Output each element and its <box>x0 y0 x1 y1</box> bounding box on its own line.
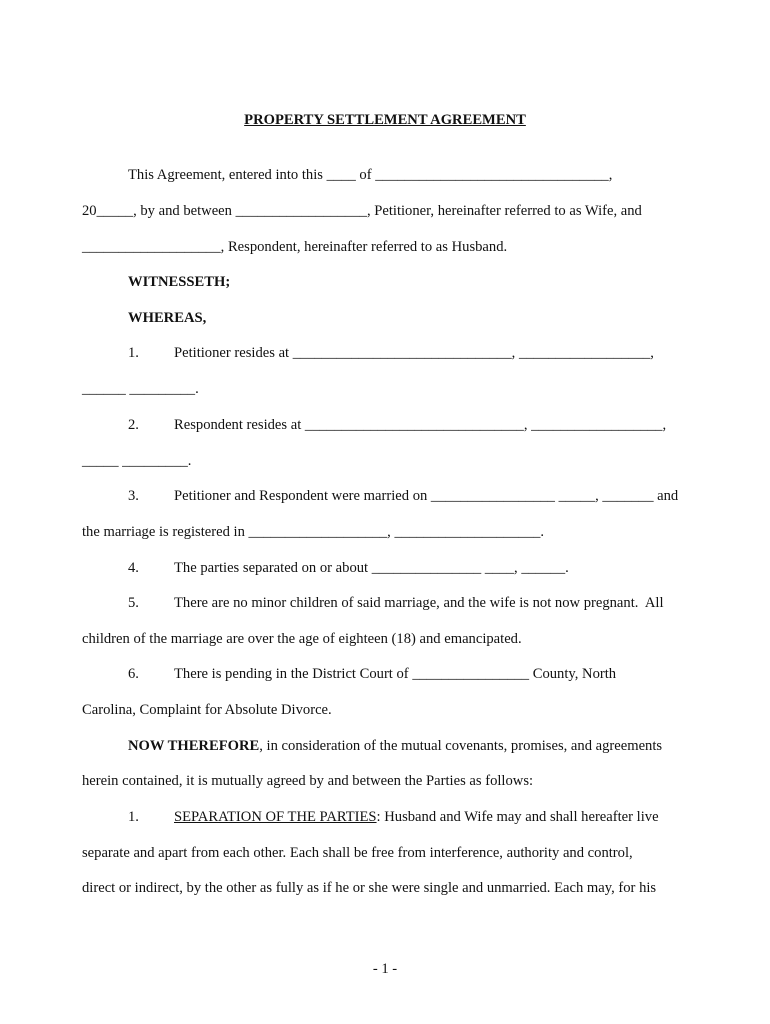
recital-1-line-1: Petitioner resides at ______________________________, __________________, <box>174 345 654 361</box>
recital-5-line-1: There are no minor children of said marriage, and the wife is not now pregnant. All <box>174 595 664 611</box>
section-1-rest: : Husband and Wife may and shall hereafter live <box>376 809 659 825</box>
recital-5-number: 5. <box>128 595 139 611</box>
recital-3-number: 3. <box>128 488 139 504</box>
recital-4-line-1: The parties separated on or about _______________ ____, ______. <box>174 560 569 576</box>
intro-line-3: ___________________, Respondent, hereinafter referred to as Husband. <box>82 239 508 255</box>
recital-1-number: 1. <box>128 345 139 361</box>
section-1-line-3: direct or indirect, by the other as fully as if he or she were single and unmarried. Each may, for his <box>82 880 657 896</box>
now-therefore-line-1 <box>128 737 662 755</box>
now-therefore-line-2: herein contained, it is mutually agreed by and between the Parties as follows: <box>82 773 534 789</box>
recital-1-line-2: ______ _________. <box>82 381 199 397</box>
recital-2-line-1: Respondent resides at ______________________________, __________________, <box>174 417 667 433</box>
section-1-line-2: separate and apart from each other. Each shall be free from interference, authority and control, <box>82 845 633 861</box>
intro-line-2: 20_____, by and between __________________, Petitioner, hereinafter referred to as Wife, and <box>82 203 642 219</box>
recital-6-number: 6. <box>128 666 139 682</box>
recital-6-line-1: There is pending in the District Court of ________________ County, North <box>174 666 617 682</box>
recital-2-number: 2. <box>128 417 139 433</box>
recital-5-line-2: children of the marriage are over the age of eighteen (18) and emancipated. <box>82 631 522 647</box>
recital-2-line-2: _____ _________. <box>82 453 192 469</box>
recital-4-number: 4. <box>128 560 139 576</box>
recital-6-line-2: Carolina, Complaint for Absolute Divorce. <box>82 702 332 718</box>
intro-line-1: This Agreement, entered into this ____ of ________________________________, <box>128 167 613 183</box>
now-therefore-bold: NOW THEREFORE <box>128 738 260 754</box>
page-number: - 1 - <box>372 961 398 977</box>
document-title: PROPERTY SETTLEMENT AGREEMENT <box>244 112 526 128</box>
section-1-heading: SEPARATION OF THE PARTIES <box>174 809 377 825</box>
section-1-line-1 <box>174 808 659 826</box>
recital-3-line-1: Petitioner and Respondent were married on _________________ _____, _______ and <box>174 488 679 504</box>
recital-3-line-2: the marriage is registered in ___________________, ____________________. <box>82 524 545 540</box>
section-1-number: 1. <box>128 809 139 825</box>
now-therefore-rest: , in consideration of the mutual covenants, promises, and agreements <box>259 738 663 754</box>
whereas-heading: WHEREAS, <box>128 310 207 326</box>
witnesseth-heading: WITNESSETH; <box>128 274 231 290</box>
